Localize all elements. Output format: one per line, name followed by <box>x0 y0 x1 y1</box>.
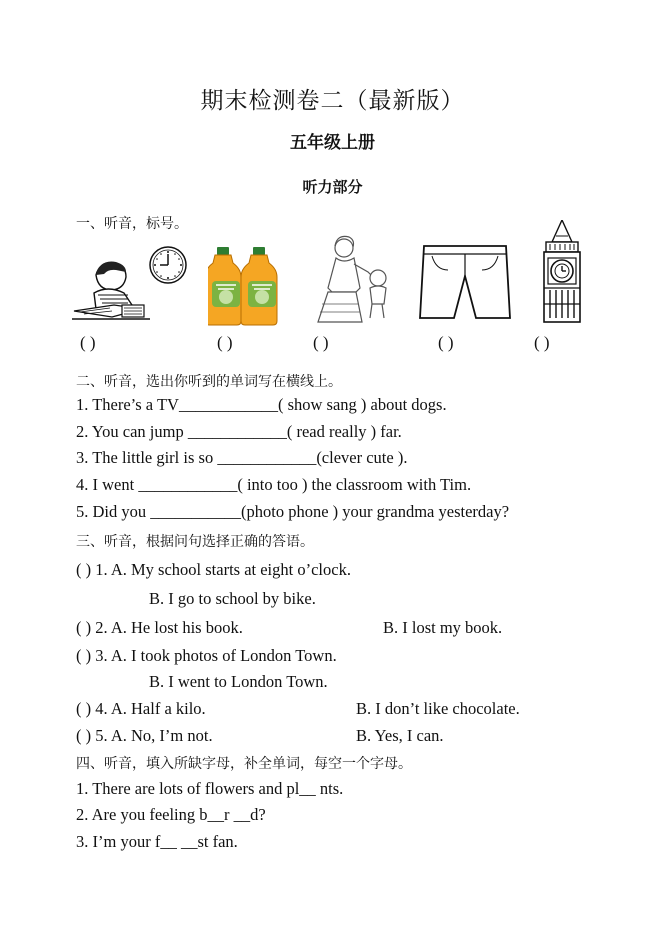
q5-option-a: ( ) 5. A. No, I’m not. <box>76 726 213 745</box>
section2-item-4: 4. I went ____________( into too ) the classroom with Tim. <box>76 475 472 494</box>
q2-option-b: B. I lost my book. <box>383 618 503 637</box>
q5-option-b: B. Yes, I can. <box>356 726 444 745</box>
q4-option-b: B. I don’t like chocolate. <box>356 699 520 718</box>
picture3-blank: ( ) <box>313 333 329 352</box>
q1-option-a: ( ) 1. A. My school starts at eight o’clock. <box>76 560 351 579</box>
section4-item-2: 2. Are you feeling b__r __d? <box>76 805 266 824</box>
section2-item-1: 1. There’s a TV____________( show sang ) about dogs. <box>76 395 447 414</box>
shorts-icon <box>418 244 512 320</box>
grade-heading: 五年级上册 <box>290 133 375 153</box>
q3-option-a: ( ) 3. A. I took photos of London Town. <box>76 646 337 665</box>
section4-item-1: 1. There are lots of flowers and pl__ nts. <box>76 779 344 798</box>
section2-item-3: 3. The little girl is so ____________(clever cute ). <box>76 448 408 467</box>
section4-item-3: 3. I’m your f__ __st fan. <box>76 832 238 851</box>
section4-heading: 四、听音，填入所缺字母，补全单词，每空一个字母。 <box>76 756 412 772</box>
picture5-blank: ( ) <box>534 333 550 352</box>
part-heading: 听力部分 <box>302 178 363 196</box>
q4-option-a: ( ) 4. A. Half a kilo. <box>76 699 206 718</box>
picture1-blank: ( ) <box>80 333 96 352</box>
boy-studying-clock-icon <box>72 245 190 325</box>
section2-heading: 二、听音，选出你听到的单词写在横线上。 <box>76 374 342 390</box>
mother-baby-icon <box>308 234 394 326</box>
section3-heading: 三、听音，根据问句选择正确的答语。 <box>76 534 314 550</box>
page-title: 期末检测卷二（最新版） <box>200 88 465 114</box>
section2-item-2: 2. You can jump ____________( read really ) far. <box>76 422 402 441</box>
picture2-blank: ( ) <box>217 333 233 352</box>
big-ben-icon <box>540 220 584 324</box>
section1-heading: 一、听音，标号。 <box>76 216 188 232</box>
q3-option-b: B. I went to London Town. <box>149 672 328 691</box>
q2-option-a: ( ) 2. A. He lost his book. <box>76 618 243 637</box>
picture4-blank: ( ) <box>438 333 454 352</box>
section2-item-5: 5. Did you ___________(photo phone ) your grandma yesterday? <box>76 502 510 521</box>
juice-bottles-icon <box>208 245 280 327</box>
q1-option-b: B. I go to school by bike. <box>149 589 316 608</box>
